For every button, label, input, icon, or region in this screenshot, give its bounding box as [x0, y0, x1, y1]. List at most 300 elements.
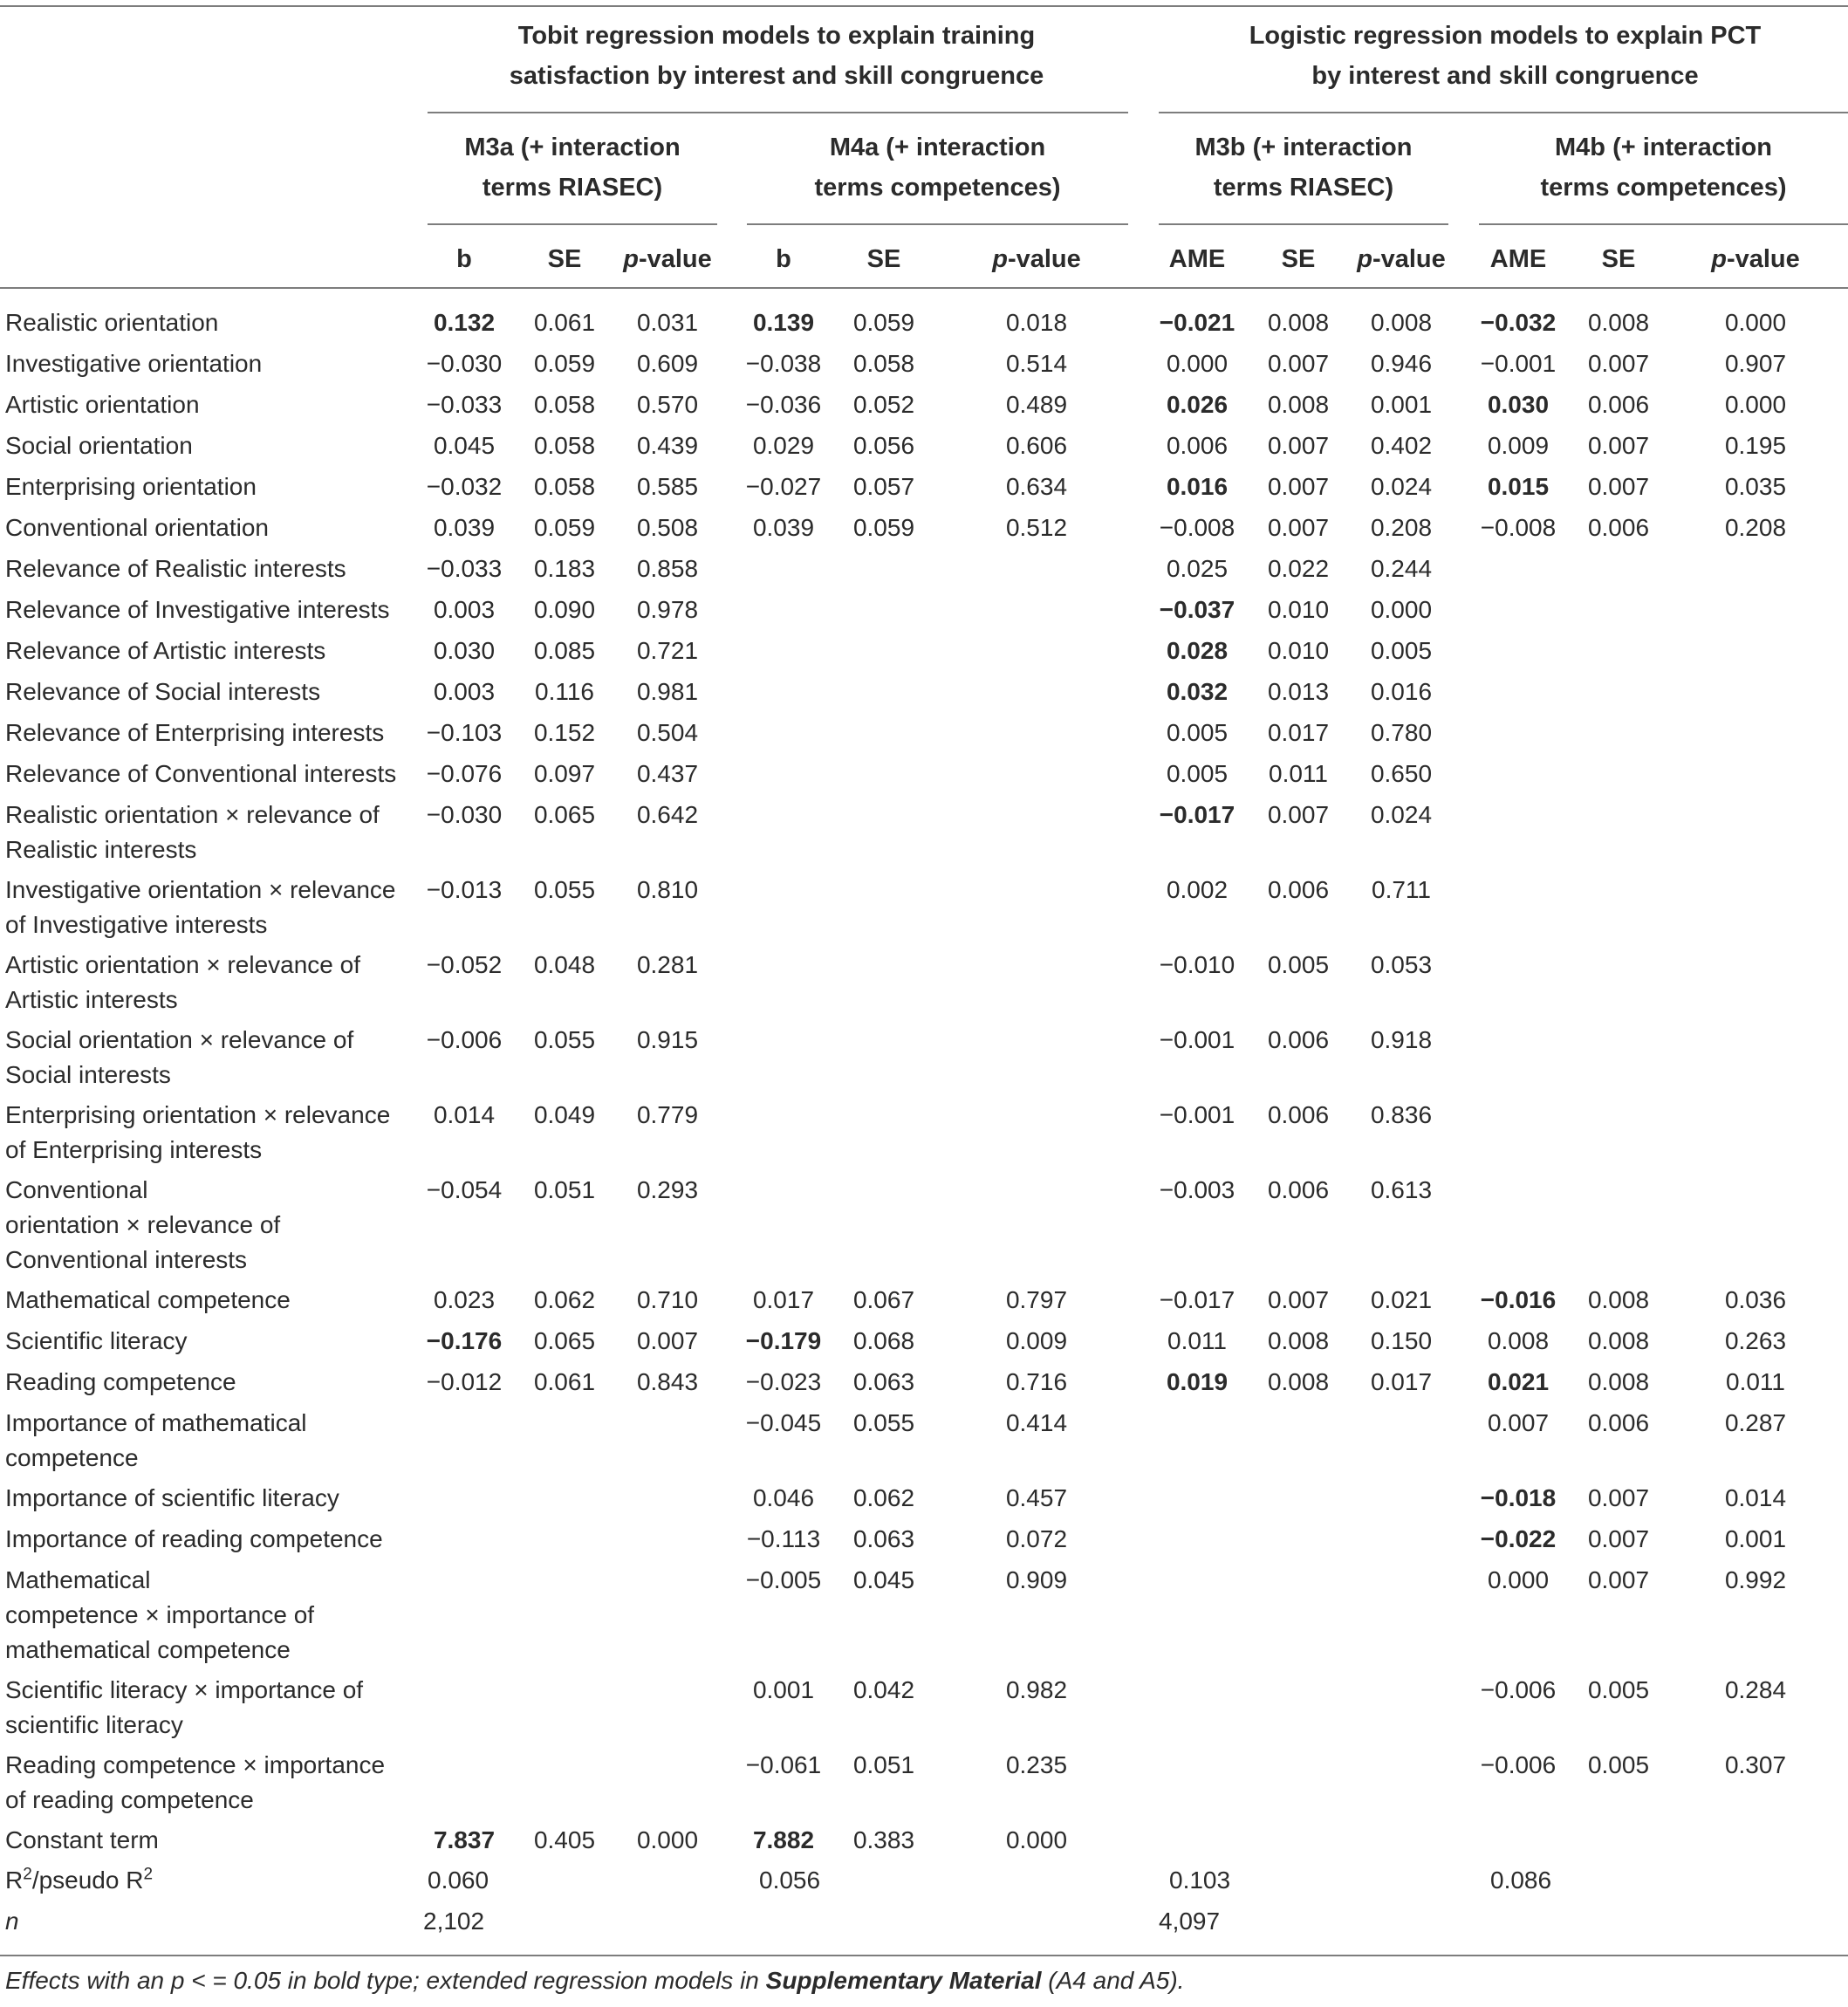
row-label	[5, 873, 396, 942]
table-cell: −0.003	[1159, 1176, 1235, 1203]
table-cell: −0.005	[745, 1566, 822, 1593]
table-cell: −0.033	[426, 555, 503, 582]
table-cell: 0.007	[1587, 1525, 1650, 1552]
row-label	[5, 1748, 385, 1818]
table-cell: 0.000	[1370, 596, 1433, 623]
r2-sup: 2	[23, 1865, 32, 1884]
table-cell: 0.008	[1587, 1286, 1650, 1313]
table-cell: 0.072	[1005, 1525, 1068, 1552]
table-cell: 0.059	[533, 350, 596, 377]
logit-group-header-line: by interest and skill congruence	[1311, 62, 1699, 90]
subcol-header: SE	[1281, 245, 1316, 273]
p-italic: p	[1357, 245, 1372, 273]
table-cell: 0.000	[636, 1826, 699, 1853]
row-label-line: Relevance of Enterprising interests	[5, 719, 385, 746]
table-cell: 0.021	[1370, 1286, 1433, 1313]
table-cell: 0.007	[1267, 432, 1330, 459]
row-label-line: Constant term	[5, 1826, 159, 1853]
table-cell: 0.008	[1587, 1368, 1650, 1395]
table-cell: 0.006	[1267, 876, 1330, 903]
table-cell: 0.045	[852, 1566, 915, 1593]
table-cell: 0.858	[636, 555, 699, 582]
table-cell: 0.062	[852, 1484, 915, 1511]
p-italic: p	[992, 245, 1008, 273]
table-cell: 0.058	[533, 391, 596, 418]
row-label-line: Investigative orientation × relevance	[5, 876, 396, 903]
table-cell: −0.036	[745, 391, 822, 418]
m4a-rule	[747, 223, 1128, 225]
table-cell: −0.017	[1159, 1286, 1235, 1313]
table-cell: 0.017	[752, 1286, 815, 1313]
table-cell: 0.046	[752, 1484, 815, 1511]
model-header-m3a	[428, 127, 717, 208]
table-cell: −0.054	[426, 1176, 503, 1203]
table-cell: 0.585	[636, 473, 699, 500]
table-cell: 0.000	[1005, 1826, 1068, 1853]
table-cell: 0.992	[1724, 1566, 1787, 1593]
table-cell: 0.843	[636, 1368, 699, 1395]
row-label	[5, 1481, 339, 1516]
table-cell: 0.711	[1372, 876, 1431, 903]
table-cell: 0.721	[636, 637, 699, 664]
table-cell: 0.035	[1724, 473, 1787, 500]
table-cell: 0.810	[636, 876, 699, 903]
table-cell: 0.090	[533, 596, 596, 623]
table-cell: −0.006	[1480, 1676, 1557, 1703]
table-cell: −0.008	[1159, 514, 1235, 541]
table-cell: 0.017	[1267, 719, 1330, 746]
table-cell: 0.055	[533, 876, 596, 903]
table-cell: 0.056	[852, 432, 915, 459]
model-header-line: M3a (+ interaction	[464, 134, 681, 161]
row-label	[5, 346, 262, 381]
row-label	[5, 1673, 363, 1743]
row-label-line: Realistic interests	[5, 836, 197, 863]
row-label-line: Relevance of Social interests	[5, 678, 321, 705]
table-cell: 0.797	[1005, 1286, 1068, 1313]
table-cell: 0.016	[1370, 678, 1433, 705]
table-cell: 0.055	[533, 1026, 596, 1053]
row-label	[5, 948, 360, 1017]
subcol-header	[980, 243, 1093, 276]
table-cell: 0.489	[1005, 391, 1068, 418]
table-cell: 0.006	[1267, 1101, 1330, 1128]
table-cell: −0.176	[426, 1327, 503, 1354]
table-cell: −0.001	[1159, 1026, 1235, 1053]
row-label	[5, 1098, 390, 1168]
table-cell: 0.000	[1724, 391, 1787, 418]
row-label-line: Enterprising orientation	[5, 473, 257, 500]
table-cell: 0.139	[752, 309, 815, 336]
tobit-group-rule	[428, 112, 1128, 113]
row-label-line: of reading competence	[5, 1786, 254, 1813]
model-header-m4a	[747, 127, 1128, 208]
table-cell: 0.006	[1587, 391, 1650, 418]
footnote	[5, 1967, 1184, 1995]
table-cell: 0.062	[533, 1286, 596, 1313]
subcol-header-rest: -value	[1726, 245, 1800, 273]
row-label	[5, 675, 320, 709]
table-cell: 0.030	[433, 637, 496, 664]
table-cell: 0.010	[1267, 637, 1330, 664]
r2-value: 0.086	[1490, 1867, 1552, 1894]
table-cell: −0.179	[745, 1327, 822, 1354]
row-label-line: Social orientation × relevance of	[5, 1026, 354, 1053]
row-label-line: Relevance of Artistic interests	[5, 637, 326, 664]
table-cell: 7.882	[752, 1826, 815, 1853]
table-cell: 0.055	[852, 1409, 915, 1436]
table-cell: 0.007	[1267, 801, 1330, 828]
table-cell: 0.208	[1724, 514, 1787, 541]
table-cell: −0.001	[1159, 1101, 1235, 1128]
table-cell: 0.281	[636, 951, 699, 978]
row-label-line: Social interests	[5, 1061, 171, 1088]
table-cell: 0.042	[852, 1676, 915, 1703]
table-cell: 0.028	[1166, 637, 1229, 664]
table-cell: 0.032	[1166, 678, 1229, 705]
table-cell: 0.152	[533, 719, 596, 746]
table-cell: 0.039	[433, 514, 496, 541]
table-cell: 0.514	[1005, 350, 1068, 377]
table-cell: 0.007	[1487, 1409, 1550, 1436]
table-cell: −0.103	[426, 719, 503, 746]
row-label	[5, 1823, 159, 1858]
row-label-line: Relevance of Conventional interests	[5, 760, 397, 787]
table-cell: 0.051	[533, 1176, 596, 1203]
table-cell: 0.085	[533, 637, 596, 664]
row-label-line: Artistic orientation	[5, 391, 200, 418]
subcol-header: AME	[1489, 245, 1547, 273]
table-cell: 0.006	[1587, 514, 1650, 541]
table-cell: 0.051	[852, 1751, 915, 1778]
row-label	[5, 428, 193, 463]
table-cell: 0.008	[1587, 1327, 1650, 1354]
table-cell: 0.437	[636, 760, 699, 787]
row-label-line: Social orientation	[5, 432, 193, 459]
r2-value: 0.103	[1169, 1867, 1231, 1894]
table-cell: 0.780	[1370, 719, 1433, 746]
table-cell: 0.642	[636, 801, 699, 828]
n-value: 2,102	[423, 1908, 485, 1935]
row-label-line: Artistic orientation × relevance of	[5, 951, 360, 978]
table-cell: −0.113	[746, 1525, 821, 1552]
table-cell: 0.024	[1370, 473, 1433, 500]
table-cell: 0.030	[1487, 391, 1550, 418]
row-label-line: of Enterprising interests	[5, 1136, 263, 1163]
table-cell: 0.402	[1370, 432, 1433, 459]
r2-value: 0.060	[428, 1867, 489, 1894]
table-cell: 0.059	[533, 514, 596, 541]
table-cell: 0.716	[1005, 1368, 1068, 1395]
row-label-line: Relevance of Realistic interests	[5, 555, 346, 582]
table-cell: 0.009	[1487, 432, 1550, 459]
subcol-header-rest: -value	[1372, 245, 1446, 273]
row-label-line: Enterprising orientation × relevance	[5, 1101, 391, 1128]
table-cell: 0.018	[1005, 309, 1068, 336]
table-cell: 0.003	[433, 596, 496, 623]
table-cell: 0.003	[433, 678, 496, 705]
table-cell: 0.019	[1166, 1368, 1229, 1395]
table-cell: 0.439	[636, 432, 699, 459]
table-cell: 0.946	[1370, 350, 1433, 377]
table-cell: 0.006	[1267, 1026, 1330, 1053]
table-cell: 0.008	[1487, 1327, 1550, 1354]
row-label-line: Importance of scientific literacy	[5, 1484, 339, 1511]
table-cell: 0.048	[533, 951, 596, 978]
table-cell: 7.837	[433, 1826, 496, 1853]
table-cell: 0.005	[1166, 760, 1229, 787]
table-cell: 0.132	[433, 309, 496, 336]
table-cell: 0.036	[1724, 1286, 1787, 1313]
table-bottom-rule	[0, 1955, 1848, 1956]
table-cell: 0.634	[1005, 473, 1068, 500]
tobit-group-header	[436, 16, 1117, 96]
r2-sup: 2	[143, 1865, 154, 1884]
row-label	[5, 1563, 314, 1668]
table-cell: 0.263	[1724, 1327, 1787, 1354]
table-cell: 0.383	[852, 1826, 915, 1853]
r2-label	[5, 1864, 153, 1897]
table-cell: 0.059	[852, 514, 915, 541]
p-italic: p	[623, 245, 639, 273]
table-cell: 0.982	[1005, 1676, 1068, 1703]
table-cell: 0.058	[852, 350, 915, 377]
table-cell: −0.021	[1159, 309, 1235, 336]
row-label-line: orientation × relevance of	[5, 1211, 281, 1238]
row-label	[5, 716, 384, 750]
table-cell: 0.307	[1724, 1751, 1787, 1778]
table-cell: −0.006	[426, 1026, 503, 1053]
table-cell: 0.008	[1267, 309, 1330, 336]
model-header-line: M3b (+ interaction	[1194, 134, 1413, 161]
table-cell: 0.007	[1587, 1484, 1650, 1511]
table-cell: 0.981	[636, 678, 699, 705]
subcol-header: AME	[1168, 245, 1226, 273]
table-cell: 0.016	[1166, 473, 1229, 500]
table-cell: 0.010	[1267, 596, 1330, 623]
table-cell: 0.287	[1724, 1409, 1787, 1436]
row-label-line: Artistic interests	[5, 986, 178, 1013]
table-cell: 0.006	[1166, 432, 1229, 459]
table-cell: 0.244	[1370, 555, 1433, 582]
row-label-line: Conventional interests	[5, 1246, 248, 1273]
row-label-line: Mathematical	[5, 1566, 151, 1593]
table-cell: 0.007	[1267, 473, 1330, 500]
table-cell: 0.017	[1370, 1368, 1433, 1395]
subcol-header: SE	[547, 245, 582, 273]
logit-group-rule	[1159, 112, 1848, 113]
table-cell: 0.007	[1267, 350, 1330, 377]
table-cell: −0.038	[745, 350, 822, 377]
row-label-line: Scientific literacy	[5, 1327, 188, 1354]
table-cell: 0.007	[1587, 1566, 1650, 1593]
table-cell: 0.007	[1587, 350, 1650, 377]
table-cell: −0.010	[1159, 951, 1235, 978]
table-cell: 0.978	[636, 596, 699, 623]
row-label	[5, 305, 218, 340]
table-cell: 0.570	[636, 391, 699, 418]
table-cell: −0.030	[426, 801, 503, 828]
table-cell: −0.037	[1159, 596, 1235, 623]
table-cell: 0.015	[1487, 473, 1550, 500]
subcol-header	[1345, 243, 1458, 276]
table-cell: 0.909	[1005, 1566, 1068, 1593]
footnote-suffix: (A4 and A5).	[1041, 1967, 1185, 1994]
subcol-header: b	[456, 245, 472, 273]
r2-value: 0.056	[759, 1867, 821, 1894]
row-label-line: Reading competence × importance	[5, 1751, 386, 1778]
table-cell: 0.007	[1587, 473, 1650, 500]
subcol-header-rest: -value	[638, 245, 712, 273]
table-cell: 0.001	[752, 1676, 815, 1703]
table-cell: 0.001	[1370, 391, 1433, 418]
row-label-line: of Investigative interests	[5, 911, 268, 938]
table-cell: 0.052	[852, 391, 915, 418]
row-label	[5, 1365, 236, 1400]
table-cell: −0.030	[426, 350, 503, 377]
table-cell: −0.008	[1480, 514, 1557, 541]
row-label	[5, 1522, 383, 1557]
table-cell: 0.606	[1005, 432, 1068, 459]
table-cell: 0.005	[1370, 637, 1433, 664]
table-cell: 0.650	[1370, 760, 1433, 787]
row-label-line: competence	[5, 1444, 139, 1471]
table-cell: −0.045	[745, 1409, 822, 1436]
table-cell: 0.195	[1724, 432, 1787, 459]
table-cell: −0.033	[426, 391, 503, 418]
table-cell: 0.049	[533, 1101, 596, 1128]
table-cell: 0.006	[1587, 1409, 1650, 1436]
table-cell: 0.067	[852, 1286, 915, 1313]
table-cell: 0.284	[1724, 1676, 1787, 1703]
table-cell: 0.065	[533, 801, 596, 828]
row-label-line: Conventional	[5, 1176, 148, 1203]
table-cell: 0.022	[1267, 555, 1330, 582]
table-cell: 0.208	[1370, 514, 1433, 541]
tobit-group-header-line: Tobit regression models to explain training	[517, 22, 1036, 50]
table-cell: −0.052	[426, 951, 503, 978]
table-cell: 0.512	[1005, 514, 1068, 541]
subcol-header: b	[776, 245, 791, 273]
table-cell: −0.061	[745, 1751, 822, 1778]
tobit-group-header-line: satisfaction by interest and skill congruence	[509, 62, 1044, 90]
table-cell: 0.058	[533, 473, 596, 500]
model-header-line: terms RIASEC)	[482, 174, 663, 202]
table-cell: 0.039	[752, 514, 815, 541]
table-cell: 0.008	[1267, 1368, 1330, 1395]
table-cell: 0.405	[533, 1826, 596, 1853]
table-cell: 0.002	[1166, 876, 1229, 903]
table-cell: 0.005	[1166, 719, 1229, 746]
table-cell: 0.915	[636, 1026, 699, 1053]
subcol-header	[1699, 243, 1812, 276]
row-label	[5, 1406, 307, 1476]
top-rule	[0, 5, 1848, 7]
row-label	[5, 551, 346, 586]
table-cell: 0.008	[1267, 391, 1330, 418]
table-cell: −0.016	[1480, 1286, 1557, 1313]
table-cell: −0.001	[1480, 350, 1557, 377]
footnote-bold: Supplementary Material	[765, 1967, 1042, 1994]
table-cell: 0.005	[1267, 951, 1330, 978]
m4b-rule	[1479, 223, 1848, 225]
table-cell: 0.024	[1370, 801, 1433, 828]
row-label	[5, 510, 269, 545]
table-cell: 0.907	[1724, 350, 1787, 377]
table-cell: 0.026	[1166, 391, 1229, 418]
m3b-rule	[1159, 223, 1448, 225]
table-cell: 0.235	[1005, 1751, 1068, 1778]
table-cell: 0.836	[1370, 1101, 1433, 1128]
model-header-line: M4a (+ interaction	[829, 134, 1046, 161]
n-value: 4,097	[1159, 1908, 1221, 1935]
table-cell: −0.017	[1159, 801, 1235, 828]
table-cell: 0.023	[433, 1286, 496, 1313]
row-label-line: Reading competence	[5, 1368, 236, 1395]
table-cell: 0.097	[533, 760, 596, 787]
row-label-line: Mathematical competence	[5, 1286, 291, 1313]
table-cell: 0.504	[636, 719, 699, 746]
row-label	[5, 387, 200, 422]
table-cell: 0.013	[1267, 678, 1330, 705]
table-cell: 0.011	[1726, 1368, 1785, 1395]
row-label-line: Importance of mathematical	[5, 1409, 307, 1436]
model-header-line: M4b (+ interaction	[1555, 134, 1772, 161]
table-cell: 0.005	[1587, 1751, 1650, 1778]
table-cell: 0.609	[636, 350, 699, 377]
table-cell: 0.000	[1487, 1566, 1550, 1593]
subcol-header	[611, 243, 724, 276]
table-cell: 0.457	[1005, 1484, 1068, 1511]
row-label	[5, 1324, 188, 1359]
table-cell: 0.011	[1167, 1327, 1227, 1354]
row-label	[5, 757, 396, 791]
table-cell: 0.006	[1267, 1176, 1330, 1203]
table-cell: −0.076	[426, 760, 503, 787]
table-cell: −0.023	[745, 1368, 822, 1395]
table-cell: 0.057	[852, 473, 915, 500]
table-cell: −0.027	[745, 473, 822, 500]
header-bottom-rule	[0, 287, 1848, 289]
table-cell: 0.061	[533, 309, 596, 336]
table-cell: 0.008	[1587, 309, 1650, 336]
row-label	[5, 634, 325, 668]
row-label	[5, 469, 257, 504]
table-cell: 0.053	[1370, 951, 1433, 978]
row-label-line: Realistic orientation × relevance of	[5, 801, 380, 828]
table-cell: 0.063	[852, 1525, 915, 1552]
table-cell: −0.022	[1480, 1525, 1557, 1552]
table-cell: −0.006	[1480, 1751, 1557, 1778]
table-cell: 0.293	[636, 1176, 699, 1203]
model-header-line: terms competences)	[1540, 174, 1787, 202]
r2-mid: /pseudo R	[31, 1867, 144, 1894]
table-cell: −0.013	[426, 876, 503, 903]
table-cell: 0.007	[1587, 432, 1650, 459]
model-header-line: terms RIASEC)	[1213, 174, 1394, 202]
table-cell: 0.005	[1587, 1676, 1650, 1703]
subcol-header-rest: -value	[1007, 245, 1081, 273]
table-cell: 0.045	[433, 432, 496, 459]
table-cell: 0.000	[1166, 350, 1229, 377]
row-label	[5, 593, 389, 627]
table-cell: 0.061	[533, 1368, 596, 1395]
p-italic: p	[1711, 245, 1727, 273]
table-cell: 0.001	[1724, 1525, 1787, 1552]
table-cell: 0.021	[1487, 1368, 1550, 1395]
table-cell: 0.007	[1267, 514, 1330, 541]
table-cell: 0.068	[852, 1327, 915, 1354]
